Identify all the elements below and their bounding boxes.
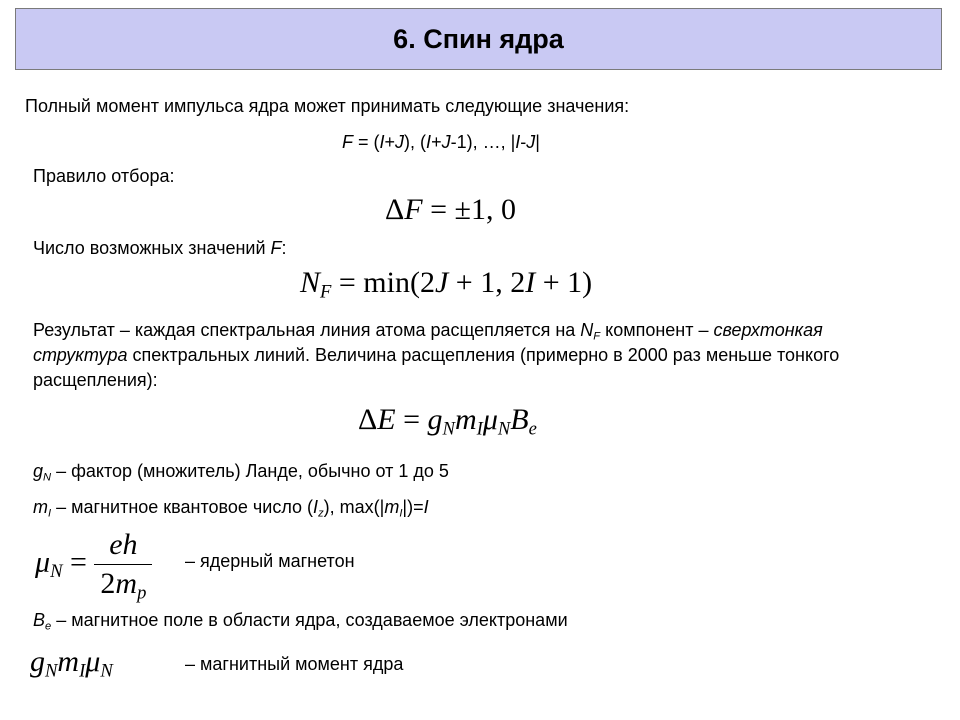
count-label: Число возможных значений F: bbox=[33, 238, 287, 258]
energy-formula: $\Delta E = g_Nm_I\mu_NB_e$ bbox=[358, 403, 537, 440]
selection-rule-formula: ΔF = ±1, 0 bbox=[385, 193, 517, 226]
title-box bbox=[15, 8, 942, 70]
magneton-fraction: $\frac{eh}{2m_p}$ bbox=[94, 528, 152, 601]
page-title: 6. Спин ядра bbox=[393, 23, 564, 54]
moment-formula: $g_Nm_I\mu_N$ bbox=[30, 645, 113, 682]
count-formula: $N_F = \min(2J + 1$, 2I + 1) bbox=[300, 266, 593, 303]
selection-rule-label: Правило отбора: bbox=[33, 166, 175, 186]
magneton-formula: $\mu_N$ = $\frac{eh}{2m_p}$ bbox=[35, 528, 152, 601]
field-line: $B_e$ – магнитное поле в области ядра, создаваемое электронами bbox=[33, 610, 568, 633]
magnetic-quantum-line: $m_I$ – магнитное квантовое число $(I_z)$, $\max(|m_I|)=I$ bbox=[33, 497, 429, 520]
moment-description: – магнитный момент ядра bbox=[185, 654, 404, 674]
magneton-description: – ядерный магнетон bbox=[185, 551, 355, 571]
g-factor-line: $g_N$ – фактор (множитель) Ланде, обычно от 1 до 5 bbox=[33, 461, 449, 484]
intro-text: Полный момент импульса ядра может принимать следующие значения: bbox=[25, 96, 630, 116]
result-paragraph: Результат – каждая спектральная линия атома расщепляется на $N_F$ компонент – сверхтонкая структура спектральных линий. Величина расщепления (примерно в 2000 раз меньше тонкого расщепления): bbox=[33, 320, 840, 390]
f-values-line: F = (I+J), (I+J-1), …, |I-J| bbox=[342, 132, 540, 152]
